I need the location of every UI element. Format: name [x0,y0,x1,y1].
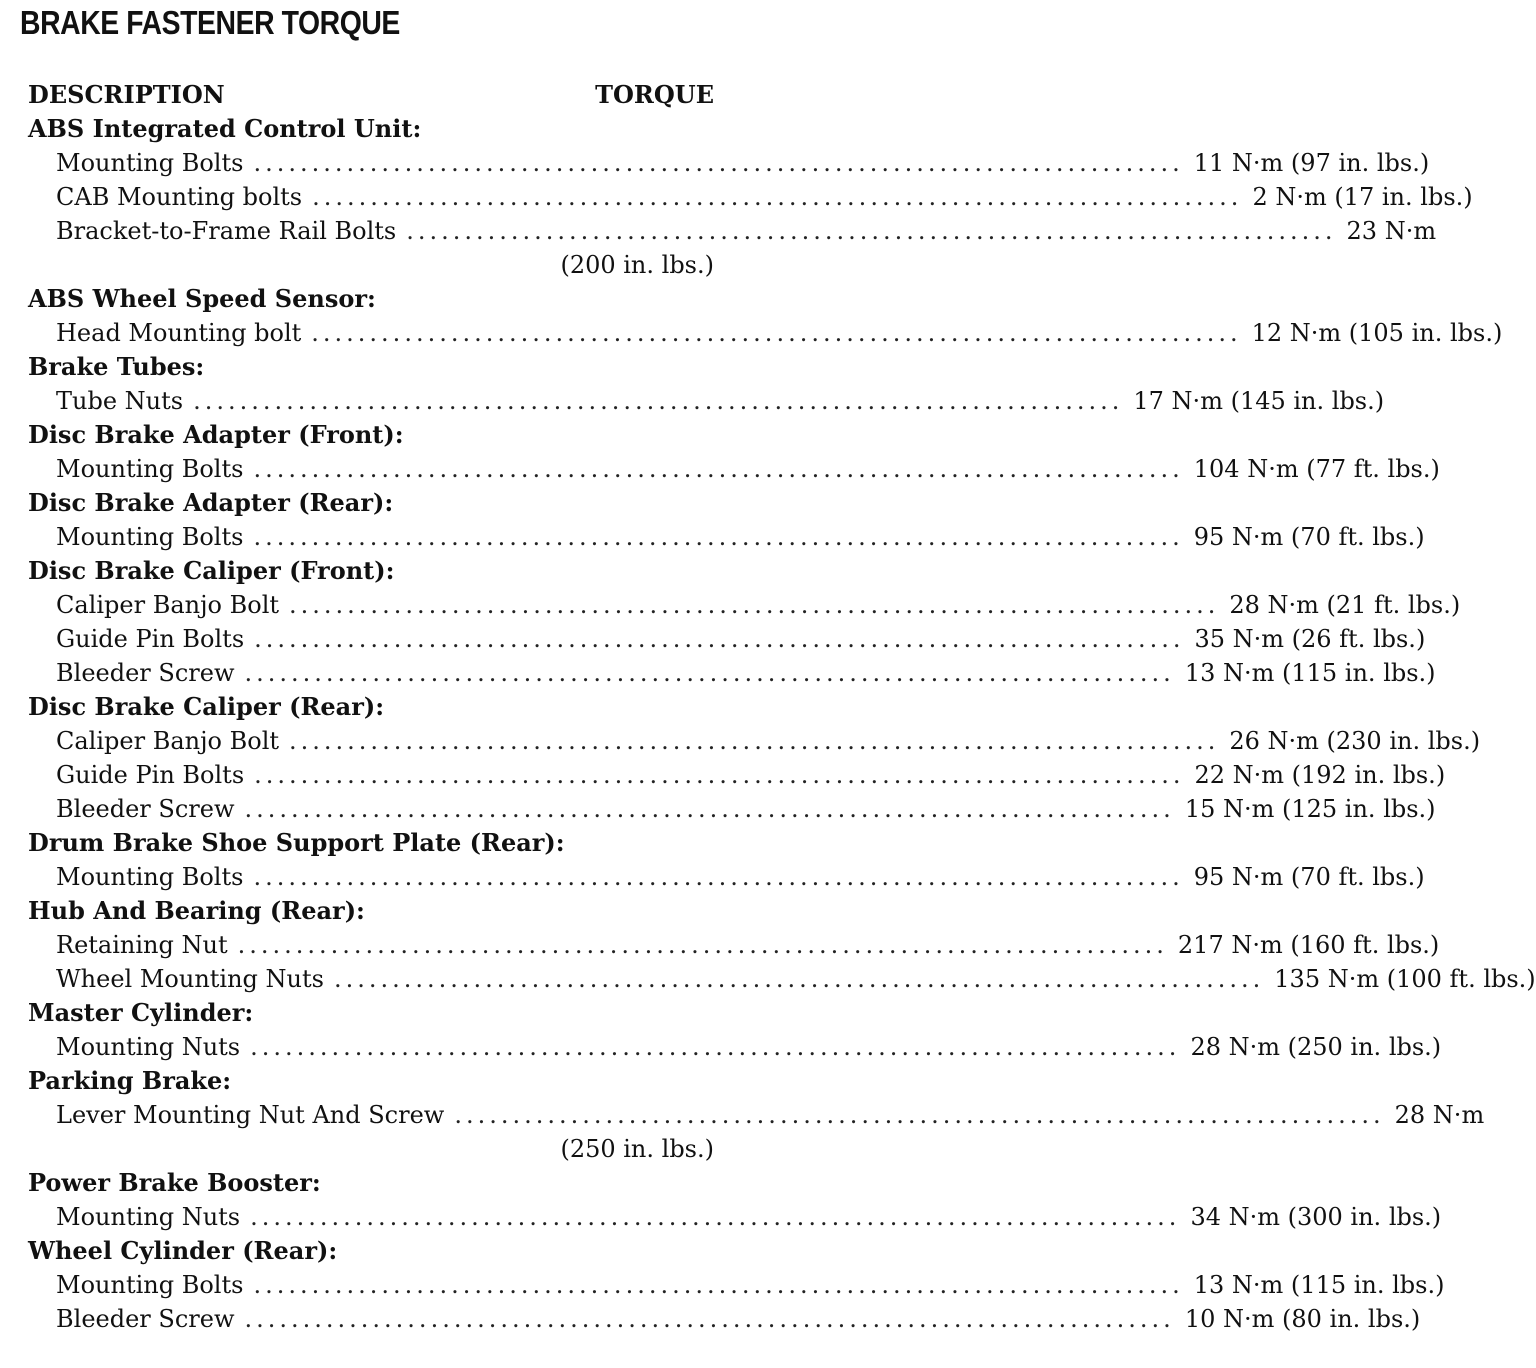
torque-value: 135 N·m (100 ft. lbs.) [1274,965,1536,993]
torque-value: 23 N·m [1346,217,1437,245]
torque-row [28,1030,1442,1064]
torque-row [28,928,1440,962]
torque-column-header: TORQUE [595,80,714,109]
torque-row [28,1098,1485,1132]
section-heading: ABS Wheel Speed Sensor: [28,284,376,313]
torque-table [28,78,1536,1336]
section-heading: Wheel Cylinder (Rear): [28,1236,338,1265]
torque-value: 35 N·m (26 ft. lbs.) [1194,625,1426,653]
torque-row [28,214,1437,248]
torque-value-continuation: (200 in. lbs.) [560,251,714,279]
torque-row [28,792,1436,826]
dot-leader: ................................................................................ [333,965,1265,993]
section-heading: Disc Brake Caliper (Front): [28,556,395,585]
dot-leader: ................................................................................ [289,591,1220,619]
fastener-description: Head Mounting bolt [56,319,302,347]
fastener-description: Bleeder Screw [56,659,235,687]
torque-row [28,588,1461,622]
torque-value: 217 N·m (160 ft. lbs.) [1177,931,1440,959]
torque-value: 95 N·m (70 ft. lbs.) [1193,863,1425,891]
description-column-header: DESCRIPTION [28,80,225,109]
section-heading: Brake Tubes: [28,352,205,381]
fastener-description: Caliper Banjo Bolt [56,591,280,619]
torque-value: 2 N·m (17 in. lbs.) [1252,183,1473,211]
torque-value: 13 N·m (115 in. lbs.) [1184,659,1436,687]
torque-row [28,316,1503,350]
torque-row [28,724,1481,758]
fastener-description: Lever Mounting Nut And Screw [56,1101,445,1129]
torque-value: 22 N·m (192 in. lbs.) [1194,761,1446,789]
torque-value: 15 N·m (125 in. lbs.) [1184,795,1436,823]
dot-leader: ................................................................................ [253,523,1184,551]
fastener-description: Mounting Bolts [56,149,244,177]
dot-leader: ................................................................................ [244,1305,1175,1333]
fastener-description: Wheel Mounting Nuts [56,965,324,993]
section-heading: Drum Brake Shoe Support Plate (Rear): [28,828,565,857]
dot-leader: ................................................................................ [254,761,1185,789]
dot-leader: ................................................................................ [237,931,1168,959]
page-title: BRAKE FASTENER TORQUE [20,4,400,41]
torque-value: 11 N·m (97 in. lbs.) [1193,149,1430,177]
section-heading: Master Cylinder: [28,998,254,1027]
fastener-description: Guide Pin Bolts [56,625,245,653]
fastener-description: Mounting Nuts [56,1203,241,1231]
fastener-description: CAB Mounting bolts [56,183,303,211]
fastener-description: Bleeder Screw [56,1305,235,1333]
torque-row [28,1268,1445,1302]
dot-leader: ................................................................................ [253,863,1184,891]
torque-row [28,622,1426,656]
fastener-description: Caliper Banjo Bolt [56,727,280,755]
dot-leader: ................................................................................ [253,149,1184,177]
torque-value: 26 N·m (230 in. lbs.) [1229,727,1481,755]
torque-row [28,860,1425,894]
torque-value: 13 N·m (115 in. lbs.) [1193,1271,1445,1299]
torque-row [28,1200,1442,1234]
torque-row [28,758,1446,792]
torque-value: 28 N·m [1394,1101,1485,1129]
fastener-description: Retaining Nut [56,931,228,959]
dot-leader: ................................................................................ [250,1033,1181,1061]
dot-leader: ................................................................................ [244,659,1175,687]
section-heading: Hub And Bearing (Rear): [28,896,365,925]
fastener-description: Mounting Nuts [56,1033,241,1061]
torque-row [28,384,1385,418]
torque-value: 104 N·m (77 ft. lbs.) [1193,455,1440,483]
dot-leader: ................................................................................ [454,1101,1385,1129]
fastener-description: Mounting Bolts [56,523,244,551]
fastener-description: Mounting Bolts [56,1271,244,1299]
torque-rows [28,112,1536,1336]
dot-leader: ................................................................................ [253,1271,1184,1299]
table-header [28,78,714,112]
dot-leader: ................................................................................ [312,183,1243,211]
section-heading: Power Brake Booster: [28,1168,321,1197]
fastener-description: Bracket-to-Frame Rail Bolts [56,217,397,245]
fastener-description: Mounting Bolts [56,863,244,891]
torque-value: 28 N·m (21 ft. lbs.) [1229,591,1461,619]
torque-row [28,656,1436,690]
dot-leader: ................................................................................ [250,1203,1181,1231]
torque-value: 12 N·m (105 in. lbs.) [1251,319,1503,347]
dot-leader: ................................................................................ [253,455,1184,483]
dot-leader: ................................................................................ [289,727,1220,755]
section-heading: Disc Brake Caliper (Rear): [28,692,385,721]
torque-row [28,520,1425,554]
torque-row [28,452,1440,486]
fastener-description: Mounting Bolts [56,455,244,483]
torque-value: 17 N·m (145 in. lbs.) [1133,387,1385,415]
torque-row [28,180,1473,214]
torque-value: 95 N·m (70 ft. lbs.) [1193,523,1425,551]
torque-value-continuation: (250 in. lbs.) [560,1135,714,1163]
fastener-description: Tube Nuts [56,387,184,415]
dot-leader: ................................................................................ [406,217,1337,245]
dot-leader: ................................................................................ [254,625,1185,653]
torque-value: 10 N·m (80 in. lbs.) [1184,1305,1421,1333]
dot-leader: ................................................................................ [193,387,1124,415]
torque-row [28,146,1430,180]
section-heading: Disc Brake Adapter (Rear): [28,488,394,517]
fastener-description: Guide Pin Bolts [56,761,245,789]
torque-row [28,962,1536,996]
torque-value: 28 N·m (250 in. lbs.) [1190,1033,1442,1061]
section-heading: ABS Integrated Control Unit: [28,114,422,143]
section-heading: Disc Brake Adapter (Front): [28,420,404,449]
dot-leader: ................................................................................ [311,319,1242,347]
dot-leader: ................................................................................ [244,795,1175,823]
section-heading: Parking Brake: [28,1066,232,1095]
fastener-description: Bleeder Screw [56,795,235,823]
torque-value: 34 N·m (300 in. lbs.) [1190,1203,1442,1231]
torque-row [28,1302,1421,1336]
